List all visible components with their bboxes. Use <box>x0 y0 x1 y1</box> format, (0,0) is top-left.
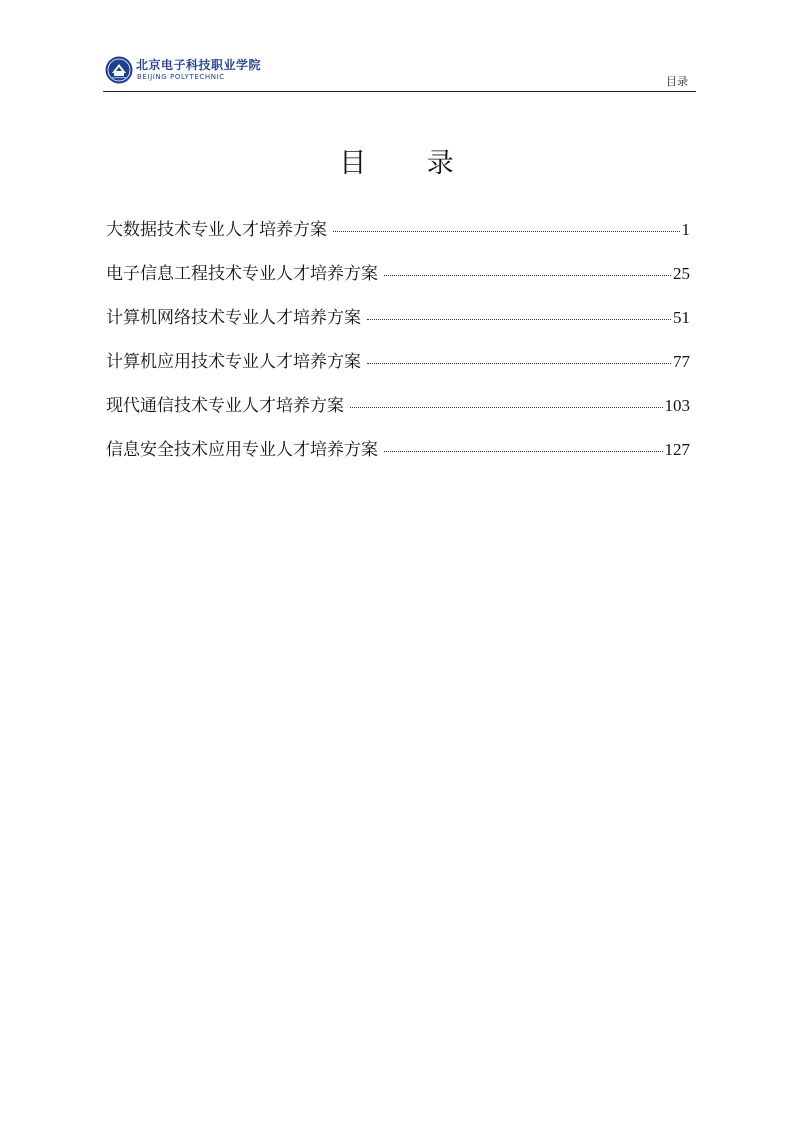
toc-entry-title: 大数据技术专业人才培养方案 <box>106 220 327 240</box>
toc-entry[interactable] <box>106 348 690 392</box>
toc-dot-leader <box>333 231 680 232</box>
toc-dot-leader <box>367 363 671 364</box>
page-header <box>103 56 696 92</box>
toc-entry-title: 现代通信技术专业人才培养方案 <box>106 396 344 416</box>
toc-entry-title: 计算机应用技术专业人才培养方案 <box>106 352 361 372</box>
toc-entry[interactable] <box>106 436 690 480</box>
college-logo <box>105 56 262 86</box>
toc-list <box>106 216 690 480</box>
toc-page-number: 127 <box>664 440 690 459</box>
toc-page-number: 103 <box>664 396 690 415</box>
logo-english-name: BEIJING POLYTECHNIC <box>137 73 225 81</box>
toc-page-number: 25 <box>673 264 690 283</box>
toc-entry[interactable] <box>106 304 690 348</box>
toc-entry-title: 信息安全技术应用专业人才培养方案 <box>106 440 378 460</box>
toc-dot-leader <box>384 275 671 276</box>
toc-entry[interactable] <box>106 392 690 436</box>
toc-dot-leader <box>350 407 663 408</box>
college-emblem-icon <box>105 56 133 84</box>
toc-entry-title: 计算机网络技术专业人才培养方案 <box>106 308 361 328</box>
toc-entry[interactable] <box>106 260 690 304</box>
toc-page-number: 51 <box>673 308 690 327</box>
toc-dot-leader <box>384 451 663 452</box>
toc-page-number: 1 <box>681 220 690 239</box>
toc-entry-title: 电子信息工程技术专业人才培养方案 <box>106 264 378 284</box>
toc-entry[interactable] <box>106 216 690 260</box>
toc-dot-leader <box>367 319 671 320</box>
toc-title: 目 录 <box>339 148 480 179</box>
logo-chinese-name: 北京电子科技职业学院 <box>136 58 262 72</box>
header-section-label: 目录 <box>666 75 688 88</box>
toc-page-number: 77 <box>673 352 690 371</box>
